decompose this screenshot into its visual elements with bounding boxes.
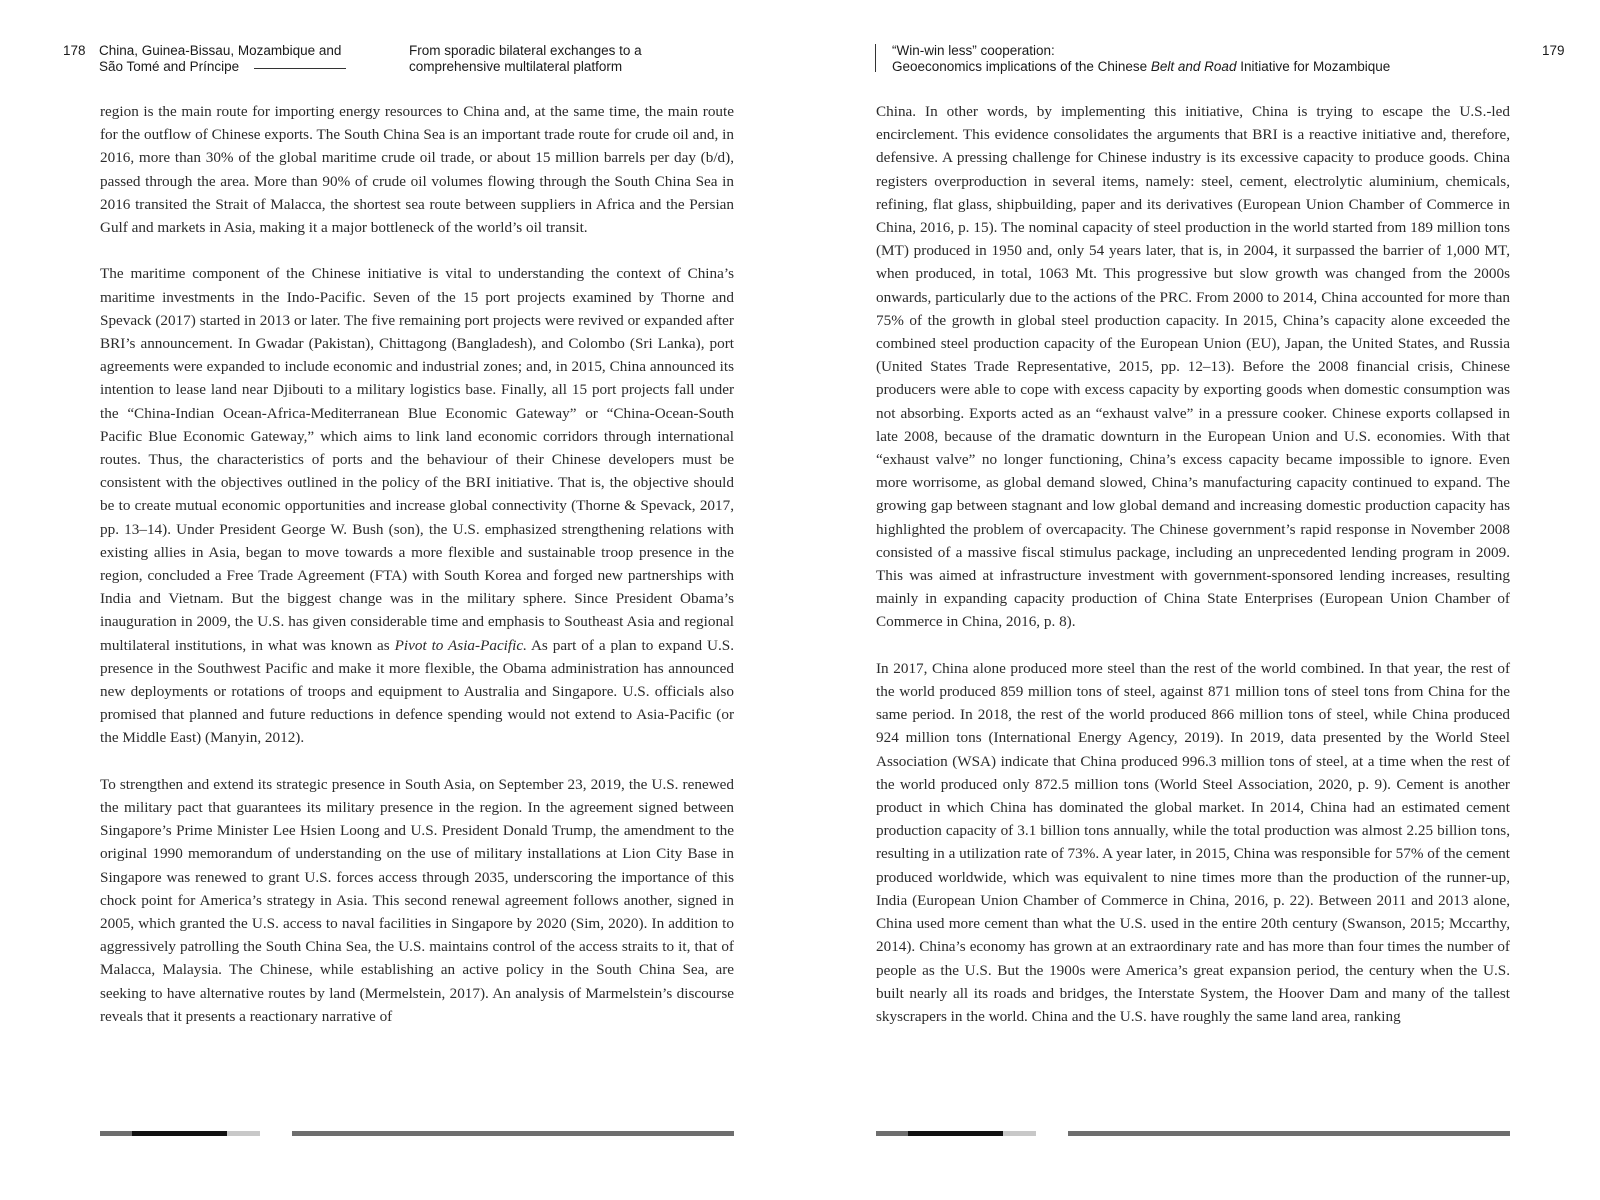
left-header-chapter-title <box>409 43 709 75</box>
footer-bar-segment <box>876 1131 908 1136</box>
footer-bar-segment <box>908 1131 1003 1136</box>
header-vertical-rule <box>875 44 876 72</box>
paragraph: China. In other words, by implementing this initiative, China is trying to escape the U.S.-led encirclement. This evidence consolidates the arguments that BRI is a reactive initiative and, therefore, defensive. A pressing challenge for Chinese industry is its excessive capacity to produce goods. China registers overproduction in several items, namely: steel, cement, electrolytic aluminium, chemicals, refining, flat glass, shipbuilding, paper and its derivatives (European Union Chamber of Commerce in China, 2016, p. 15). The nominal capacity of steel production in the world started from 189 million tons (MT) produced in 1950 and, only 54 years later, that is, in 2004, it surpassed the barrier of 1,000 MT, when produced, in total, 1063 Mt. This progressive but slow growth was changed from the 2000s onwards, particularly due to the actions of the PRC. From 2000 to 2014, China accounted for more than 75% of the growth in global steel production capacity. In 2015, China’s capacity alone exceeded the combined steel production capacity of the European Union (EU), Japan, the United States, and Russia (United States Trade Representative, 2015, pp. 12–13). Before the 2008 financial crisis, Chinese producers were able to cope with excess capacity by exporting goods when domestic consumption was not absorbing. Exports acted as an “exhaust valve” in a pressure cooker. Chinese exports collapsed in late 2008, because of the dramatic downturn in the European Union and U.S. economies. With that “exhaust valve” no longer functioning, China’s excess capacity became impossible to ignore. Even more worrisome, as global demand slowed, China’s manufacturing capacity continued to expand. The growing gap between stagnant and low global demand and increasing domestic production capacity has highlighted the problem of overcapacity. The Chinese government’s rapid response in November 2008 consisted of a massive fiscal stimulus package, including an unprecedented lending program in 2009. This was aimed at infrastructure investment with government-sponsored lending increases, resulting mainly in expanding capacity production of China State Enterprises (European Union Chamber of Commerce in China, 2016, p. 8). <box>876 103 1510 631</box>
book-title-line-1: China, Guinea-Bissau, Mozambique and <box>99 43 342 58</box>
right-header-chapter-title <box>892 43 1492 75</box>
paragraph-text: The maritime component of the Chinese initiative is vital to understanding the context of China’s maritime investments in the Indo-Pacific. Seven of the 15 port projects examined by Thorne and Spevack (2017) started in 2013 or later. The five remaining port projects were revived or expanded after BRI’s announcement. In Gwadar (Pakistan), Chittagong (Bangladesh), and Colombo (Sri Lanka), port agreements were expanded to include economic and industrial zones; and, in 2015, China announced its intention to lease land near Djibouti to a military logistics base. Finally, all 15 port projects fall under the “China-Indian Ocean-Africa-Mediterranean Blue Economic Gateway” or “China-Ocean-South Pacific Blue Economic Gateway,” which aims to link land economic corridors through international routes. Thus, the characteristics of ports and the behaviour of their Chinese developers must be consistent with the objectives outlined in the policy of the BRI initiative. That is, the objective should be to create mutual economic opportunities and increase global connectivity (Thorne & Spevack, 2017, pp. 13–14). Under President George W. Bush (son), the U.S. emphasized strengthening relations with existing allies in Asia, began to move towards a more flexible and sustainable troop presence in the region, concluded a Free Trade Agreement (FTA) with South Korea and forged new partnerships with India and Vietnam. But the biggest change was in the military sphere. Since President Obama’s inauguration in 2009, the U.S. has given considerable time and emphasis to Southeast Asia and regional multilateral institutions, in what was known as <box>100 265 734 654</box>
chapter-title-italic: Belt and Road <box>1150 59 1237 74</box>
chapter-title-line-1: “Win-win less” cooperation: <box>892 43 1055 58</box>
header-rule <box>254 68 346 69</box>
book-title-line-2-row <box>99 59 349 75</box>
left-page-number: 178 <box>63 43 86 58</box>
paragraph: region is the main route for importing energy resources to China and, at the same time, the main route for the outflow of Chinese exports. The South China Sea is an important trade route for crude oil and, in 2016, more than 30% of the global maritime crude oil trade, or about 15 million barrels per day (b/d), passed through the area. More than 90% of crude oil volumes flowing through the South China Sea in 2016 transited the Strait of Malacca, the shortest sea route between suppliers in Africa and the Persian Gulf and markets in Asia, making it a major bottleneck of the world’s oil transit. <box>100 103 734 237</box>
right-body-text <box>876 100 1510 1028</box>
book-title-line-2: São Tomé and Príncipe <box>99 59 240 74</box>
chapter-title-line-2 <box>892 59 1492 75</box>
right-page-number: 179 <box>1542 43 1565 58</box>
left-body-text <box>100 100 734 1028</box>
footer-bar-long <box>1068 1131 1510 1136</box>
footer-bar-long <box>292 1131 734 1136</box>
footer-bar-segment <box>227 1131 260 1136</box>
left-header-book-title <box>99 43 349 75</box>
right-page <box>800 0 1600 1200</box>
paragraph-text: As part of a plan to expand U.S. presence in the Southwest Pacific and make it more flexible, the Obama administration has announced new deployments or rotations of troops and equipment to Australia and Singapore. U.S. officials also promised that planned and future reductions in defence spending would not extend to Asia-Pacific (or the Middle East) (Manyin, 2012). <box>100 636 735 747</box>
chapter-title-text: Geoeconomics implications of the Chinese <box>892 59 1151 74</box>
footer-bar-segment <box>132 1131 227 1136</box>
italic-term: Pivot to Asia-Pacific. <box>394 636 527 654</box>
paragraph <box>100 262 734 749</box>
footer-bar-segment <box>1003 1131 1036 1136</box>
footer-bar-segment <box>100 1131 132 1136</box>
chapter-title-line-2: comprehensive multilateral platform <box>409 59 623 74</box>
paragraph: To strengthen and extend its strategic presence in South Asia, on September 23, 2019, the U.S. renewed the military pact that guarantees its military presence in the region. In the agreement signed between Singapore’s Prime Minister Lee Hsien Loong and U.S. President Donald Trump, the amendment to the original 1990 memorandum of understanding on the use of military installations at Lion City Base in Singapore was renewed to grant U.S. forces access through 2035, underscoring the importance of this chock point for America’s strategy in Asia. This second renewal agreement follows another, signed in 2005, which granted the U.S. access to naval facilities in Singapore by 2020 (Sim, 2020). In addition to aggressively patrolling the South China Sea, the U.S. maintains control of the access straits to it, that of Malacca, Malaysia. The Chinese, while establishing an active policy in the South China Sea, are seeking to have alternative routes by land (Mermelstein, 2017). An analysis of Marmelstein’s discourse reveals that it presents a reactionary narrative of <box>100 775 734 1025</box>
chapter-title-text: Initiative for Mozambique <box>1236 59 1391 74</box>
paragraph: In 2017, China alone produced more steel than the rest of the world combined. In that year, the rest of the world produced 859 million tons of steel, against 871 million tons of steel tons from China for the same period. In 2018, the rest of the world produced 866 million tons of steel, while China produced 924 million tons (International Energy Agency, 2019). In 2019, data presented by the World Steel Association (WSA) indicate that China produced 996.3 million tons of steel, at a time when the rest of the world produced only 872.5 million tons (World Steel Association, 2020, p. 9). Cement is another product in which China has dominated the global market. In 2014, China had an estimated cement production capacity of 3.1 billion tons annually, while the total production was almost 2.25 billion tons, resulting in a utilization rate of 73%. A year later, in 2015, China was responsible for 57% of the cement produced worldwide, which was equivalent to nine times more than the production of the runner-up, India (European Union Chamber of Commerce in China, 2016, p. 22). Between 2011 and 2013 alone, China used more cement than what the U.S. used in the entire 20th century (Swanson, 2015; Mccarthy, 2014). China’s economy has grown at an extraordinary rate and has more than four times the number of people as the U.S. But the 1900s were America’s great expansion period, the century when the U.S. built nearly all its roads and bridges, the Interstate System, the Hoover Dam and many of the tallest skyscrapers in the world. China and the U.S. have roughly the same land area, ranking <box>876 659 1510 1025</box>
chapter-title-line-1: From sporadic bilateral exchanges to a <box>409 43 642 58</box>
